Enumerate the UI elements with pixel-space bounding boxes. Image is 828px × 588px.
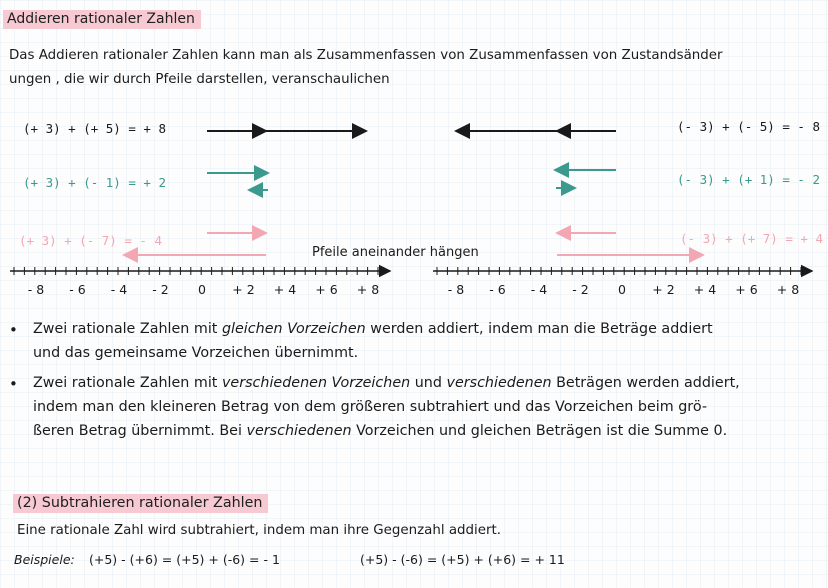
rule-same-sign [33, 317, 823, 365]
equation-neg-neg: (- 3) + (- 5) = - 8 [677, 119, 820, 134]
tick-label-left: + 8 [356, 282, 380, 297]
tick-label-left: - 6 [69, 282, 86, 297]
example-1: (+5) - (+6) = (+5) + (-6) = - 1 [89, 552, 280, 567]
intro-line-2: ungen , die wir durch Pfeile darstellen, veranschaulichen [9, 72, 390, 87]
equation-neg-pos-large: (- 3) + (+ 7) = + 4 [680, 231, 823, 246]
examples-label: Beispiele: [14, 552, 75, 567]
rule-different-sign-line-3: ßeren Betrag übernimmt. Bei verschiedenen Vorzeichen und gleichen Beträgen ist die Summe 0. [33, 423, 728, 439]
intro-line-1: Das Addieren rationaler Zahlen kann man als Zusammenfassen von Zusammenfassen von Zustandsänder [9, 48, 723, 63]
rule-different-sign-line-1: Zwei rationale Zahlen mit verschiedenen Vorzeichen und verschiedenen Beträgen werden addiert, [33, 375, 740, 391]
tick-label-left: - 8 [27, 282, 45, 297]
tick-label-right: - 8 [447, 282, 465, 297]
tick-label-left: + 6 [315, 282, 338, 297]
rule-same-sign-line-1: Zwei rationale Zahlen mit gleichen Vorzeichen werden addiert, indem man die Beträge addiert [33, 321, 713, 337]
section1-title: Addieren rationaler Zahlen [3, 10, 201, 29]
example-2: (+5) - (-6) = (+5) + (+6) = + 11 [360, 552, 565, 567]
tick-label-right: - 6 [489, 282, 506, 297]
bullet-2: • [9, 375, 18, 393]
rule-different-sign-line-2: indem man den kleineren Betrag von dem größeren subtrahiert und das Vorzeichen beim grö- [33, 399, 708, 415]
subtraction-rule: Eine rationale Zahl wird subtrahiert, indem man ihre Gegenzahl addiert. [17, 523, 501, 538]
tick-label-left: - 4 [110, 282, 128, 297]
tick-label-right: + 6 [735, 282, 758, 297]
equation-neg-pos: (- 3) + (+ 1) = - 2 [677, 172, 820, 187]
tick-label-left: 0 [198, 282, 206, 297]
equation-pos-neg-large: (+ 3) + (- 7) = - 4 [19, 233, 162, 248]
tick-label-right: + 2 [652, 282, 675, 297]
rule-different-sign [33, 371, 823, 443]
equation-pos-pos: (+ 3) + (+ 5) = + 8 [23, 121, 166, 136]
section2-title: (2) Subtrahieren rationaler Zahlen [13, 494, 268, 513]
tick-label-left: + 2 [232, 282, 255, 297]
rule-same-sign-line-2: und das gemeinsame Vorzeichen übernimmt. [33, 345, 359, 361]
equation-pos-neg: (+ 3) + (- 1) = + 2 [23, 175, 166, 190]
tick-label-right: 0 [618, 282, 626, 297]
tick-label-right: + 4 [693, 282, 717, 297]
section2-heading [13, 495, 268, 511]
tick-label-right: - 2 [572, 282, 589, 297]
tick-label-left: + 4 [273, 282, 297, 297]
tick-label-right: - 4 [530, 282, 548, 297]
tick-label-left: - 2 [152, 282, 169, 297]
tick-label-right: + 8 [776, 282, 800, 297]
bullet-1: • [9, 321, 18, 339]
arrows-caption: Pfeile aneinander hängen [312, 245, 479, 260]
